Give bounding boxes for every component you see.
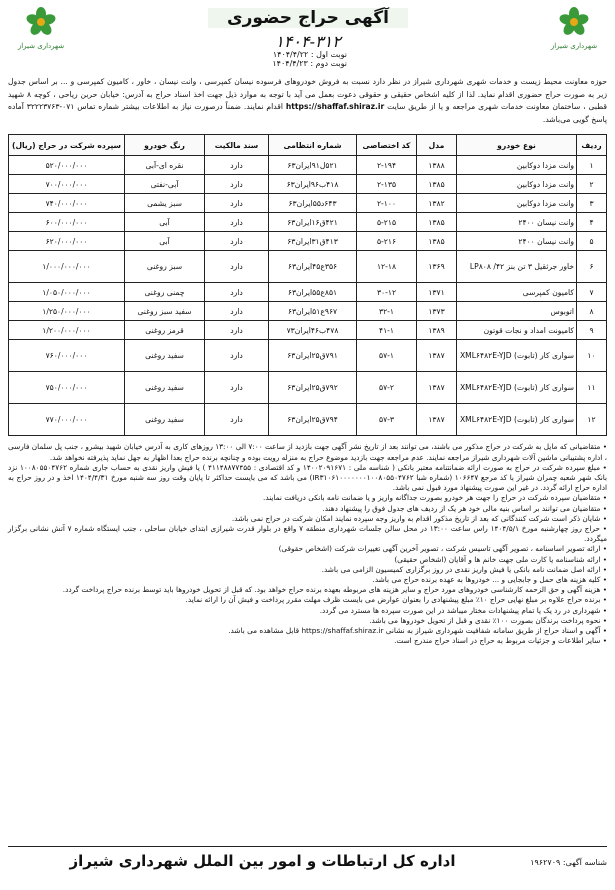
cell-n: ۱۱	[577, 372, 607, 404]
cell-deposit: ۶۰۰/۰۰۰/۰۰۰	[9, 213, 125, 232]
intro-text-2: اقدام نمایند. ضمناً درصورت نیاز به اطلاعات بیشتر شماره تماس ۰۷۱-۳۲۲۲۳۷۶۳ آماده پاسخ گویی می‌باشد.	[8, 102, 607, 124]
cell-doc: دارد	[205, 321, 269, 340]
publication-dates	[197, 50, 347, 68]
cell-type: سواری کار (تابوت) XML۶۴۸۲E-YJD	[457, 372, 577, 404]
cell-plate: ۳۵۶ع۴۵ایران۶۳	[269, 251, 357, 283]
cell-type: کامیون کمپرسی	[457, 283, 577, 302]
conditions-list	[8, 442, 607, 646]
flower-logo-icon	[553, 6, 595, 42]
cell-type: سواری کار (تابوت) XML۶۴۸۲E-YJD	[457, 404, 577, 436]
condition-item: • متقاضیان سپرده شرکت در حراج را جهت هر خودرو بصورت جداگانه واریز و یا ضمانت نامه بانکی دریافت نمایند.	[8, 493, 607, 503]
cell-type: اتوبوس	[457, 302, 577, 321]
condition-item: • شایان ذکر است شرکت کنندگانی که بعد از تاریخ مذکور اقدام به واریز وجه سپرده نمایند امکان شرکت در حراج نمی باشد.	[8, 514, 607, 524]
header-cell: مدل	[417, 135, 457, 156]
cell-doc: دارد	[205, 156, 269, 175]
cell-doc: دارد	[205, 340, 269, 372]
cell-doc: دارد	[205, 372, 269, 404]
cell-code: ۵۷-۱	[357, 340, 417, 372]
cell-model: ۱۳۷۱	[417, 283, 457, 302]
cell-deposit: ۱/۰۵۰/۰۰۰/۰۰۰	[9, 283, 125, 302]
condition-item: • مبلغ سپرده شرکت در حراج به صورت ارائه ضمانتنامه معتبر بانکی ( شناسه ملی : ۱۴۰۰۲۰۹۱۶۷۱ و کد اقتصادی : ۴۱۱۴۸۸۷۷۴۵۵ ) یا فیش واریز نقدی به حساب جاری شماره ۱۰۰۸۰۵۵۰۴۷۶۲ نزد بانک شهر شعبه چمران شیراز با کد مرجع ۱۰۶۶۴۷ (شماره شبا IR۳۱۰۶۱۰۰۰۰۰۰۰۱۰۰۸۰۵۵۰۴۷۶۲) می باشد که می بایست حداکثر تا پایان وقت روز سه شنبه مورخ ۱۴۰۴/۴/۳۱ اخذ و در روز حراج به اداره حراج ارائه گردد. در غیر این صورت پیشنهاد مورد قبول نمی باشد.	[8, 463, 607, 494]
header-cell: ردیف	[577, 135, 607, 156]
cell-model: ۱۳۸۵	[417, 175, 457, 194]
cell-plate: ۹۶۷ع۵۱ایران۶۳	[269, 302, 357, 321]
condition-item: • شهرداری در رد یک یا تمام پیشنهادات مختار میباشد در این صورت سپرده ها مسترد می گردد.	[8, 606, 607, 616]
condition-item: • متقاضیانی که مایل به شرکت در حراج مذکور می باشند، می توانند بعد از تاریخ نشر آگهی جهت بازدید از ساعت ۷:۰۰ الی ۱۳:۰۰ روزهای کاری به آدرس خیابان شهید بیشرو ، جنب پل سلمان فارسی ، اداره پشتیبانی ماشین آلات شهرداری شیراز مراجعه نمایند. عدم مراجعه جهت بازدید موضوع حراج به منزله رویت بوده و چنانچه برنده حراج بعدا اظهار به جهل نماید پذیرفته نخواهد شد.	[8, 442, 607, 462]
cell-n: ۳	[577, 194, 607, 213]
cell-plate: ۴۲۱ق۱۶ایران۶۳	[269, 213, 357, 232]
cell-doc: دارد	[205, 213, 269, 232]
notice-code: ۱۴۰۴-۳۱۲	[275, 32, 341, 51]
footer	[8, 846, 607, 876]
condition-item: • ارائه شناسنامه یا کارت ملی جهت خانم ها و آقایان (اشخاص حقیقی)	[8, 555, 607, 565]
cell-code: ۲-۱۹۴	[357, 156, 417, 175]
condition-item: • هزینه آگهی و حق الزحمه کارشناسی خودروهای مورد حراج و سایر هزینه های مربوطه بعهده برنده حراج خواهد بود. که قبل از تحویل خودروها باید توسط برنده حراج پرداخت گردد.	[8, 585, 607, 595]
condition-item: • کلیه هزینه های حمل و جابجایی و ... خودروها به عهده برنده حراج می باشد.	[8, 575, 607, 585]
cell-n: ۲	[577, 175, 607, 194]
cell-model: ۱۳۸۵	[417, 213, 457, 232]
cell-model: ۱۳۸۲	[417, 194, 457, 213]
cell-model: ۱۳۸۵	[417, 232, 457, 251]
cell-type: وانت مزدا دوکابین	[457, 175, 577, 194]
cell-model: ۱۳۶۹	[417, 251, 457, 283]
table-header-row	[9, 135, 607, 156]
cell-model: ۱۳۸۸	[417, 156, 457, 175]
cell-code: ۱۲-۱۸	[357, 251, 417, 283]
cell-n: ۸	[577, 302, 607, 321]
cell-model: ۱۳۸۷	[417, 372, 457, 404]
vehicles-table	[8, 134, 607, 436]
cell-doc: دارد	[205, 404, 269, 436]
header-cell: سپرده شرکت در حراج (ریال)	[9, 135, 125, 156]
table-row	[9, 251, 607, 283]
cell-plate: ۴۱۸ب۹۶ایران۶۳	[269, 175, 357, 194]
cell-deposit: ۱/۲۰۰/۰۰۰/۰۰۰	[9, 321, 125, 340]
logo-caption: شهرداری شیراز	[17, 42, 65, 50]
cell-color: سفید روغنی	[125, 340, 205, 372]
cell-doc: دارد	[205, 302, 269, 321]
cell-doc: دارد	[205, 194, 269, 213]
header-cell: سند مالکیت	[205, 135, 269, 156]
cell-plate: ۴۱۳ق۳۱ایران۶۳	[269, 232, 357, 251]
cell-color: آبی	[125, 213, 205, 232]
table-row	[9, 213, 607, 232]
cell-code: ۲-۱۳۵	[357, 175, 417, 194]
cell-model: ۱۳۸۷	[417, 340, 457, 372]
table-row	[9, 232, 607, 251]
condition-item: • برنده حراج علاوه بر مبلغ نهایی حراج ۱۰٪ مبلغ پیشنهادی را بعنوان عوارض می بایست ظرف مهلت مقرر پرداخت و فیش آن را ارائه نماید.	[8, 595, 607, 605]
cell-code: ۳۰-۱۲	[357, 283, 417, 302]
notice-title: آگهی حراج حضوری	[208, 8, 408, 28]
cell-model: ۱۳۷۳	[417, 302, 457, 321]
cell-deposit: ۱/۲۵۰/۰۰۰/۰۰۰	[9, 302, 125, 321]
cell-type: کامیونت امداد و نجات قوتون	[457, 321, 577, 340]
cell-type: وانت مزدا دوکابین	[457, 194, 577, 213]
cell-plate: ۷۹۲ق۲۵ایران۶۳	[269, 372, 357, 404]
cell-plate: ۴۷۸ب۴۶ایران۷۳	[269, 321, 357, 340]
cell-doc: دارد	[205, 232, 269, 251]
cell-color: سبز روغنی	[125, 251, 205, 283]
cell-color: سفید سبز روغنی	[125, 302, 205, 321]
table-row	[9, 175, 607, 194]
cell-deposit: ۵۲۰/۰۰۰/۰۰۰	[9, 156, 125, 175]
cell-deposit: ۷۶۰/۰۰۰/۰۰۰	[9, 340, 125, 372]
condition-item: • متقاضیان می توانند بر اساس بنیه مالی خود هر یک از ردیف های جدول فوق را پیشنهاد دهند.	[8, 504, 607, 514]
condition-item: • نحوه پرداخت برندگان بصورت ۱۰۰٪ نقدی و قبل از تحویل خودروها می باشد.	[8, 616, 607, 626]
cell-color: نقره ای-آبی	[125, 156, 205, 175]
cell-n: ۱۲	[577, 404, 607, 436]
notice-id: شناسه آگهی: ۱۹۶۲۷۰۹	[530, 858, 607, 867]
cell-code: ۵۷-۲	[357, 372, 417, 404]
cell-plate: ۷۹۱ق۲۵ایران۶۳	[269, 340, 357, 372]
intro-paragraph	[8, 76, 607, 126]
cell-color: سبز یشمی	[125, 194, 205, 213]
cell-deposit: ۶۲۰/۰۰۰/۰۰۰	[9, 232, 125, 251]
cell-plate: ۵۲۱ل۹۱ایران۶۳	[269, 156, 357, 175]
first-date: نوبت اول : ۱۴۰۴/۴/۲۲	[272, 50, 347, 59]
condition-item: • ارائه اصل ضمانت نامه بانکی یا فیش واریز نقدی در روز برگزاری کمیسیون الزامی می باشد.	[8, 565, 607, 575]
intro-text-1: حوزه معاونت محیط زیست و خدمات شهری شهرداری شیراز در نظر دارد نسبت به فروش خودروهای فرسوده نیسان کمپرسی ، وانت نیسان ، خاور ، کامیون کمپرسی و ... بر اساس جدول زیر به صورت حراج حضوری اقدام نماید. لذا از کلیه اشخاص حقیقی و حقوقی دعوت بعمل می آید با توجه به موارد ذیل جهت اخذ اسناد حراج به آدرس: خیابان حربن ریاحی ، کوچه ۸ شهید قطبی ، ساختمان معاونت خدمات شهری مراجعه و یا از طریق سایت	[8, 77, 608, 112]
footer-divider	[8, 846, 607, 847]
cell-code: ۵۷-۳	[357, 404, 417, 436]
cell-deposit: ۷۵۰/۰۰۰/۰۰۰	[9, 372, 125, 404]
cell-n: ۱	[577, 156, 607, 175]
condition-item: • حراج روز چهارشنبه مورخ ۱۴۰۴/۵/۱ راس ساعت ۱۳:۰۰ در محل سالن جلسات شهرداری منطقه ۷ واقع در بلوار قدرت شیرازی ابتدای خیابان ساحلی ، جنب ایستگاه شماره ۷ آتش نشانی برگزار میگردد.	[8, 524, 607, 544]
cell-doc: دارد	[205, 283, 269, 302]
cell-deposit: ۷۷۰/۰۰۰/۰۰۰	[9, 404, 125, 436]
notice-page	[8, 6, 607, 886]
cell-n: ۷	[577, 283, 607, 302]
cell-n: ۶	[577, 251, 607, 283]
table-row	[9, 194, 607, 213]
cell-color: قرمز روغنی	[125, 321, 205, 340]
cell-plate: ۷۹۴ق۲۵ایران۶۳	[269, 404, 357, 436]
municipality-logo-left	[8, 6, 74, 62]
cell-color: سفید روغنی	[125, 372, 205, 404]
table-row	[9, 321, 607, 340]
cell-doc: دارد	[205, 251, 269, 283]
cell-color: چمنی روغنی	[125, 283, 205, 302]
cell-doc: دارد	[205, 175, 269, 194]
cell-deposit: ۷۰۰/۰۰۰/۰۰۰	[9, 175, 125, 194]
cell-plate: ۶۴۳د۵۵ایران۶۳	[269, 194, 357, 213]
table-row	[9, 340, 607, 372]
second-date: نوبت دوم : ۱۴۰۴/۴/۲۳	[272, 59, 347, 68]
cell-code: ۳۲-۱	[357, 302, 417, 321]
header	[8, 6, 607, 68]
header-cell: نوع خودرو	[457, 135, 577, 156]
cell-color: آبی-نفتی	[125, 175, 205, 194]
header-cell: کد اختصاصی	[357, 135, 417, 156]
cell-color: آبی	[125, 232, 205, 251]
condition-item: • ارائه تصویر اساسنامه ، تصویر آگهی تاسیس شرکت ، تصویر آخرین آگهی تغییرات شرکت (اشخاص حقوقی)	[8, 544, 607, 554]
cell-code: ۵-۲۱۶	[357, 232, 417, 251]
cell-code: ۴۱-۱	[357, 321, 417, 340]
cell-code: ۵-۲۱۵	[357, 213, 417, 232]
table-row	[9, 156, 607, 175]
cell-deposit: ۷۴۰/۰۰۰/۰۰۰	[9, 194, 125, 213]
cell-n: ۱۰	[577, 340, 607, 372]
table-row	[9, 302, 607, 321]
flower-logo-icon	[20, 6, 62, 42]
cell-n: ۹	[577, 321, 607, 340]
cell-type: وانت نیسان ۲۴۰۰	[457, 213, 577, 232]
municipality-logo-right	[541, 6, 607, 62]
cell-type: وانت مزدا دوکابین	[457, 156, 577, 175]
shaffaf-site-link[interactable]: https://shaffaf.shiraz.ir	[285, 102, 385, 112]
cell-code: ۲-۱۰۰	[357, 194, 417, 213]
cell-model: ۱۳۸۹	[417, 321, 457, 340]
cell-model: ۱۳۸۷	[417, 404, 457, 436]
cell-n: ۵	[577, 232, 607, 251]
logo-caption: شهرداری شیراز	[550, 42, 598, 50]
cell-plate: ۸۵۱ع۵۵ایران۶۳	[269, 283, 357, 302]
header-cell: شماره انتظامی	[269, 135, 357, 156]
cell-type: وانت نیسان ۲۴۰۰	[457, 232, 577, 251]
cell-n: ۴	[577, 213, 607, 232]
condition-item: • آگهی و اسناد حراج از طریق سامانه شفافیت شهرداری شیراز به نشانی https://shaffaf.shiraz.ir قابل مشاهده می باشد.	[8, 626, 607, 636]
cell-color: سفید روغنی	[125, 404, 205, 436]
table-row	[9, 283, 607, 302]
table-row	[9, 404, 607, 436]
footer-title: اداره کل ارتباطات و امور بین الملل شهرداری شیراز	[69, 852, 456, 870]
header-cell: رنگ خودرو	[125, 135, 205, 156]
table-row	[9, 372, 607, 404]
condition-item: • سایر اطلاعات و جزئیات مربوط به حراج در اسناد حراج مندرج است.	[8, 636, 607, 646]
cell-type: خاور جرثقیل ۳ تن بنز ۴۲/ LP۸۰۸	[457, 251, 577, 283]
cell-deposit: ۱/۰۰۰/۰۰۰/۰۰۰	[9, 251, 125, 283]
cell-type: سواری کار (تابوت) XML۶۴۸۲E-YJD	[457, 340, 577, 372]
